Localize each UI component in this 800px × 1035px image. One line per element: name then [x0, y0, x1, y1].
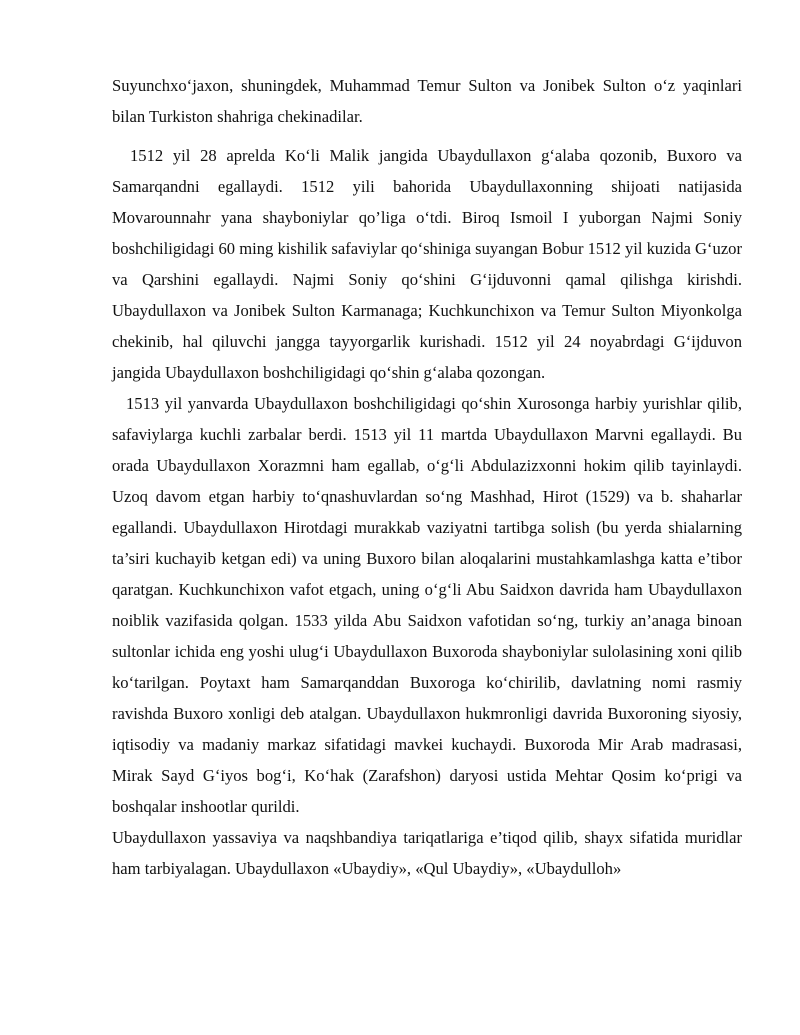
paragraph-3: 1513 yil yanvarda Ubaydullaxon boshchiligidagi qo‘shin Xurosonga harbiy yurishlar qilib, safaviylarga kuchli zarbalar berdi. 1513 yil 11 martda Ubaydullaxon Marvni egallaydi. Bu orada Ubaydullaxon Xorazmni ham egallab, o‘g‘li Abdulazizxonni hokim qilib tayinlaydi. Uzoq davom etgan harbiy to‘qnashuvlardan so‘ng Mashhad, Hirot (1529) va b. shaharlar egallandi. Ubaydullaxon Hirotdagi murakkab vaziyatni tartibga solish (bu yerda shialarning ta’siri kuchayib ketgan edi) va uning Buxoro bilan aloqalarini mustahkamlashga katta e’tibor qaratgan. Kuchkunchixon vafot etgach, uning o‘g‘li Abu Saidxon davrida ham Ubaydullaxon noiblik vazifasida qolgan. 1533 yilda Abu Saidxon vafotidan so‘ng, turkiy an’anaga binoan sultonlar ichida eng yoshi ulug‘i Ubaydullaxon Buxoroda shayboniylar sulolasining xoni qilib ko‘tarilgan. Poytaxt ham Samarqanddan Buxoroga ko‘chirilib, davlatning nomi rasmiy ravishda Buxoro xonligi deb atalgan. Ubaydullaxon hukmronligi davrida Buxoroning siyosiy, iqtisodiy va madaniy markaz sifatidagi mavkei kuchaydi. Buxoroda Mir Arab madrasasi, Mirak Sayd G‘iyos bog‘i, Ko‘hak (Zarafshon) daryosi ustida Mehtar Qosim ko‘prigi va boshqalar inshootlar qurildi.	[112, 394, 742, 816]
paragraph-2: 1512 yil 28 aprelda Ko‘li Malik jangida Ubaydullaxon g‘alaba qozonib, Buxoro va Samarqandni egallaydi. 1512 yili bahorida Ubaydullaxonning shijoati natijasida Movarounnahr yana shayboniylar qo’liga o‘tdi. Biroq Ismoil I yuborgan Najmi Soniy boshchiligidagi 60 ming kishilik safaviylar qo‘shiniga suyangan Bobur 1512 yil kuzida G‘uzor va Qarshini egallaydi. Najmi Soniy qo‘shini G‘ijduvonni qamal qilishga kirishdi. Ubaydullaxon va Jonibek Sulton Karmanaga; Kuchkunchixon va Temur Sulton Miyonkolga chekinib, hal qiluvchi jangga tayyorgarlik kurishadi. 1512 yil 24 noyabrdagi G‘ijduvon jangida Ubaydullaxon boshchiligidagi qo‘shin g‘alaba qozongan.	[112, 146, 743, 382]
document-page	[112, 70, 742, 884]
paragraph-4: Ubaydullaxon yassaviya va naqshbandiya tariqatlariga e’tiqod qilib, shayx sifatida muridlar ham tarbiyalagan. Ubaydullaxon «Ubaydiy», «Qul Ubaydiy», «Ubaydulloh»	[112, 828, 742, 878]
paragraph-1: Suyunchxo‘jaxon, shuningdek, Muhammad Temur Sulton va Jonibek Sulton o‘z yaqinlari bilan Turkiston shahriga chekinadilar.	[112, 76, 742, 126]
